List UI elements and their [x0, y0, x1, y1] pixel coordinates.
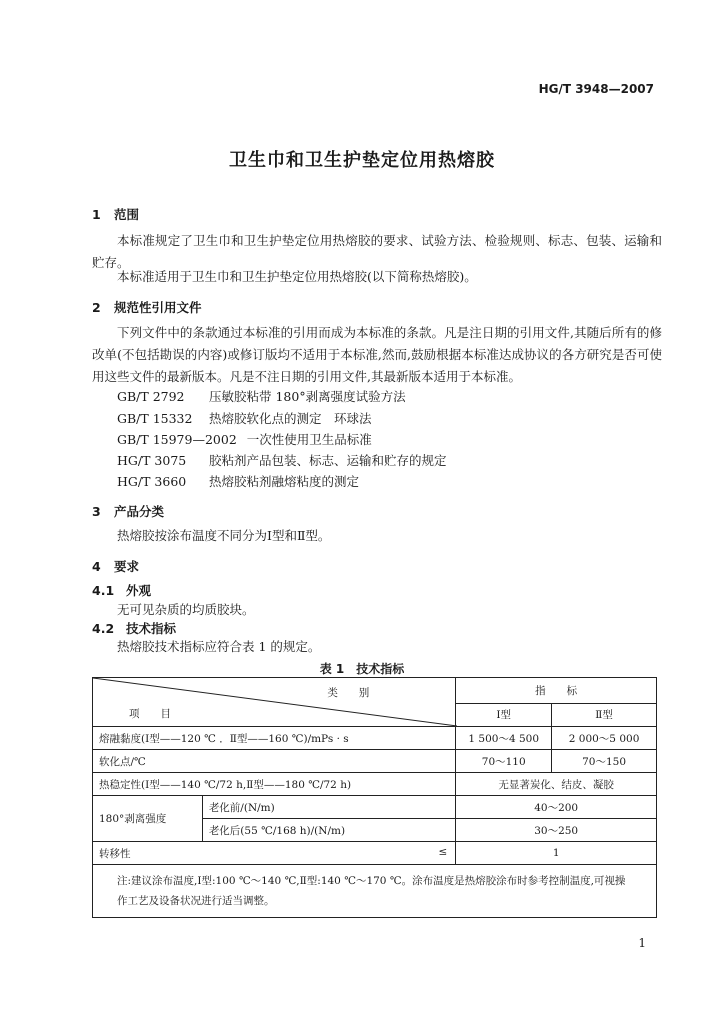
section-1-paragraph-1: 本标准规定了卫生巾和卫生护垫定位用热熔胶的要求、试验方法、检验规则、标志、包装、运输和贮存。 [92, 233, 662, 270]
header-item: 项 目 [129, 708, 171, 720]
table-row [93, 796, 657, 819]
section-4-heading [92, 557, 139, 575]
page-number: 1 [638, 936, 646, 950]
section-number: 2 [92, 300, 101, 315]
section-number: 1 [92, 207, 101, 222]
reference-item [117, 387, 406, 405]
table-header-diagonal-cell [93, 678, 456, 727]
row-label [93, 842, 456, 865]
header-type-1: Ⅰ型 [456, 703, 552, 726]
section-title: 要求 [114, 559, 140, 574]
technical-index-table [92, 677, 657, 918]
reference-item [117, 409, 372, 427]
table-note-row [93, 865, 657, 918]
section-title: 规范性引用文件 [114, 300, 202, 315]
standard-code: HG/T 3948—2007 [538, 82, 654, 96]
reference-title: 压敏胶粘带 180°剥离强度试验方法 [209, 389, 406, 404]
table-row [93, 773, 657, 796]
row-value-type-2: 70～150 [552, 750, 657, 773]
table-note: 注:建议涂布温度,Ⅰ型:100 ℃～140 ℃,Ⅱ型:140 ℃～170 ℃。涂布温度是热熔胶涂布时参考控制温度,可视操作工艺及设备状况进行适当调整。 [93, 865, 657, 918]
header-index: 指 标 [456, 678, 657, 704]
row-sublabel: 老化前/(N/m) [202, 796, 456, 819]
reference-item [117, 451, 447, 469]
row-value: 40～200 [456, 796, 657, 819]
row-label: 熔融黏度(Ⅰ型——120 ℃ ．Ⅱ型——160 ℃)/mPs · s [93, 727, 456, 750]
row-value-type-1: 70～110 [456, 750, 552, 773]
section-title: 外观 [126, 583, 152, 598]
section-3-paragraph-1: 热熔胶按涂布温度不同分为Ⅰ型和Ⅱ型。 [117, 528, 331, 543]
section-2-paragraph-1: 下列文件中的条款通过本标准的引用而成为本标准的条款。凡是注日期的引用文件,其随后所有的修改单(不包括勘误的内容)或修订版均不适用于本标准,然而,鼓励根据本标准达成协议的各方研究是否可使用这些文件的最新版本。凡是不注日期的引用文件,其最新版本适用于本标准。 [92, 325, 662, 384]
section-4-1-heading [92, 581, 151, 599]
reference-title: 热熔胶粘剂融熔粘度的测定 [209, 474, 360, 489]
header-type-2: Ⅱ型 [552, 703, 657, 726]
row-label: 软化点/℃ [93, 750, 456, 773]
reference-item [117, 430, 372, 448]
table-caption: 表 1 技术指标 [319, 662, 405, 676]
row-value: 1 [456, 842, 657, 865]
section-title: 产品分类 [114, 504, 165, 519]
row-label: 180°剥离强度 [93, 796, 203, 842]
row-label-text: 转移性 [99, 847, 131, 860]
section-number: 4 [92, 559, 101, 574]
reference-code: HG/T 3660 [117, 474, 187, 489]
row-value: 无显著炭化、结皮、凝胶 [456, 773, 657, 796]
row-value-type-2: 2 000～5 000 [552, 727, 657, 750]
reference-title: 胶粘剂产品包装、标志、运输和贮存的规定 [209, 453, 447, 468]
row-value-type-1: 1 500～4 500 [456, 727, 552, 750]
section-number: 4.1 [92, 583, 115, 598]
row-sublabel: 老化后(55 ℃/168 h)/(N/m) [202, 819, 456, 842]
section-4-1-paragraph-1: 无可见杂质的均质胶块。 [117, 602, 255, 617]
header-category: 类 别 [327, 687, 370, 699]
reference-code: GB/T 2792 [117, 389, 185, 404]
row-value: 30～250 [456, 819, 657, 842]
section-4-2-heading [92, 619, 176, 637]
reference-code: GB/T 15332 [117, 411, 193, 426]
reference-code: GB/T 15979—2002 [117, 432, 237, 447]
section-title: 技术指标 [126, 621, 177, 636]
section-number: 4.2 [92, 621, 115, 636]
section-title: 范围 [114, 207, 140, 222]
section-number: 3 [92, 504, 101, 519]
reference-title: 一次性使用卫生品标准 [246, 432, 372, 447]
table-row [93, 727, 657, 750]
section-4-2-paragraph-1: 热熔胶技术指标应符合表 1 的规定。 [117, 639, 321, 654]
table-row [93, 842, 657, 865]
table-row [93, 750, 657, 773]
less-equal-symbol: ≤ [438, 845, 448, 858]
reference-code: HG/T 3075 [117, 453, 187, 468]
reference-title: 热熔胶软化点的测定 环球法 [209, 411, 372, 426]
section-1-heading [92, 205, 139, 223]
section-1-paragraph-2: 本标准适用于卫生巾和卫生护垫定位用热熔胶(以下简称热熔胶)。 [117, 269, 477, 284]
document-title: 卫生巾和卫生护垫定位用热熔胶 [229, 150, 495, 171]
section-3-heading [92, 502, 164, 520]
row-label: 热稳定性(Ⅰ型——140 ℃/72 h,Ⅱ型——180 ℃/72 h) [93, 773, 456, 796]
reference-item [117, 472, 359, 490]
section-2-heading [92, 298, 202, 316]
